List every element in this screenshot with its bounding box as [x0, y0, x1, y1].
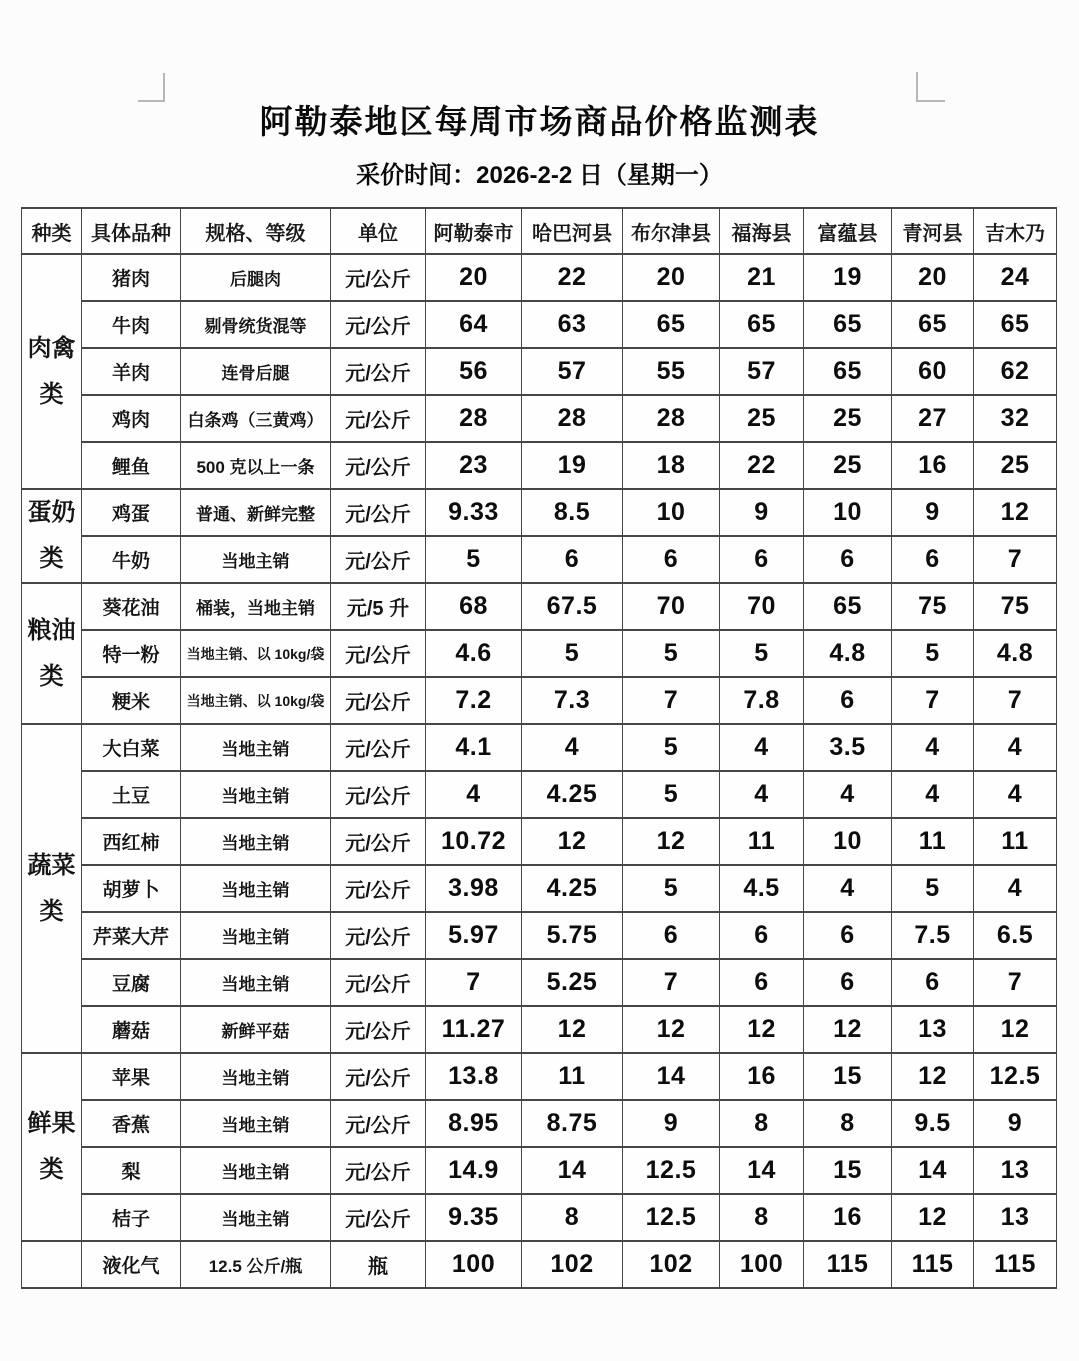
item-name-cell: 鸡肉 [82, 395, 181, 442]
item-name-cell: 牛肉 [82, 301, 181, 348]
price-cell: 16 [804, 1194, 892, 1241]
price-cell: 4.1 [426, 724, 522, 771]
item-name-cell: 梨 [82, 1147, 181, 1194]
price-cell: 7.3 [522, 677, 623, 724]
column-header: 布尔津县 [623, 208, 720, 254]
price-cell: 4 [892, 771, 974, 818]
item-name-cell: 蘑菇 [82, 1006, 181, 1053]
price-cell: 65 [623, 301, 720, 348]
price-cell: 24 [974, 254, 1057, 301]
price-cell: 12 [974, 1006, 1057, 1053]
price-cell: 12.5 [974, 1053, 1057, 1100]
price-cell: 4.8 [804, 630, 892, 677]
price-cell: 62 [974, 348, 1057, 395]
price-cell: 14 [623, 1053, 720, 1100]
price-cell: 6 [720, 912, 804, 959]
price-cell: 12 [720, 1006, 804, 1053]
item-name-cell: 葵花油 [82, 583, 181, 630]
table-row [22, 442, 1057, 489]
price-cell: 7 [892, 677, 974, 724]
price-cell: 12 [892, 1053, 974, 1100]
unit-cell: 元/公斤 [331, 442, 426, 489]
price-cell: 32 [974, 395, 1057, 442]
price-cell: 3.5 [804, 724, 892, 771]
price-cell: 7 [426, 959, 522, 1006]
price-cell: 25 [804, 442, 892, 489]
price-cell: 8 [720, 1100, 804, 1147]
price-cell: 8.75 [522, 1100, 623, 1147]
item-name-cell: 胡萝卜 [82, 865, 181, 912]
unit-cell: 元/公斤 [331, 1053, 426, 1100]
column-header: 青河县 [892, 208, 974, 254]
price-cell: 25 [720, 395, 804, 442]
price-cell: 7.2 [426, 677, 522, 724]
price-cell: 4.25 [522, 771, 623, 818]
price-table-body [22, 254, 1057, 1288]
price-cell: 115 [804, 1241, 892, 1288]
price-cell: 12 [623, 1006, 720, 1053]
table-row [22, 959, 1057, 1006]
category-cell: 粮油类 [22, 583, 82, 724]
item-name-cell: 西红柿 [82, 818, 181, 865]
price-cell: 7 [974, 959, 1057, 1006]
table-row [22, 630, 1057, 677]
table-row [22, 912, 1057, 959]
price-cell: 7.5 [892, 912, 974, 959]
unit-cell: 元/公斤 [331, 818, 426, 865]
unit-cell: 元/公斤 [331, 1147, 426, 1194]
table-row [22, 254, 1057, 301]
column-header: 规格、等级 [181, 208, 331, 254]
spec-cell: 当地主销 [181, 959, 331, 1006]
price-cell: 4 [426, 771, 522, 818]
price-cell: 8 [720, 1194, 804, 1241]
unit-cell: 元/公斤 [331, 912, 426, 959]
price-cell: 65 [974, 301, 1057, 348]
category-cell: 蛋奶类 [22, 489, 82, 583]
price-cell: 18 [623, 442, 720, 489]
item-name-cell: 粳米 [82, 677, 181, 724]
price-cell: 5 [426, 536, 522, 583]
price-cell: 5 [892, 865, 974, 912]
category-cell: 肉禽类 [22, 254, 82, 489]
spec-cell: 当地主销 [181, 771, 331, 818]
price-cell: 65 [892, 301, 974, 348]
price-cell: 16 [720, 1053, 804, 1100]
price-cell: 63 [522, 301, 623, 348]
column-header: 具体品种 [82, 208, 181, 254]
price-cell: 11 [720, 818, 804, 865]
unit-cell: 元/公斤 [331, 395, 426, 442]
unit-cell: 元/公斤 [331, 489, 426, 536]
price-cell: 15 [804, 1053, 892, 1100]
price-cell: 4 [720, 771, 804, 818]
price-cell: 9.5 [892, 1100, 974, 1147]
price-cell: 14 [522, 1147, 623, 1194]
price-cell: 7 [974, 536, 1057, 583]
price-cell: 11 [974, 818, 1057, 865]
price-cell: 4 [804, 771, 892, 818]
price-cell: 4.8 [974, 630, 1057, 677]
price-cell: 60 [892, 348, 974, 395]
price-cell: 5.97 [426, 912, 522, 959]
unit-cell: 元/公斤 [331, 301, 426, 348]
spec-cell: 白条鸡（三黄鸡） [181, 395, 331, 442]
price-cell: 4 [804, 865, 892, 912]
price-cell: 22 [522, 254, 623, 301]
price-cell: 4.6 [426, 630, 522, 677]
price-cell: 115 [974, 1241, 1057, 1288]
unit-cell: 元/公斤 [331, 1194, 426, 1241]
spec-cell: 当地主销 [181, 818, 331, 865]
table-row [22, 865, 1057, 912]
price-cell: 16 [892, 442, 974, 489]
unit-cell: 元/公斤 [331, 348, 426, 395]
item-name-cell: 液化气 [82, 1241, 181, 1288]
price-cell: 8.5 [522, 489, 623, 536]
table-row [22, 536, 1057, 583]
price-cell: 28 [522, 395, 623, 442]
unit-cell: 元/公斤 [331, 1100, 426, 1147]
item-name-cell: 鸡蛋 [82, 489, 181, 536]
item-name-cell: 土豆 [82, 771, 181, 818]
price-cell: 70 [623, 583, 720, 630]
price-cell: 8 [804, 1100, 892, 1147]
unit-cell: 元/公斤 [331, 771, 426, 818]
price-cell: 5 [522, 630, 623, 677]
price-cell: 9.35 [426, 1194, 522, 1241]
table-row [22, 818, 1057, 865]
spec-cell: 当地主销 [181, 1194, 331, 1241]
price-cell: 19 [804, 254, 892, 301]
column-header: 单位 [331, 208, 426, 254]
price-cell: 9 [892, 489, 974, 536]
spec-cell: 当地主销 [181, 536, 331, 583]
category-cell: 鲜果类 [22, 1053, 82, 1241]
price-cell: 25 [974, 442, 1057, 489]
unit-cell: 元/公斤 [331, 254, 426, 301]
price-cell: 6 [623, 912, 720, 959]
spec-cell: 桶装，当地主销 [181, 583, 331, 630]
price-cell: 13 [974, 1194, 1057, 1241]
table-row [22, 489, 1057, 536]
price-cell: 5 [623, 630, 720, 677]
spec-cell: 新鲜平菇 [181, 1006, 331, 1053]
price-cell: 57 [522, 348, 623, 395]
item-name-cell: 桔子 [82, 1194, 181, 1241]
price-cell: 20 [426, 254, 522, 301]
item-name-cell: 豆腐 [82, 959, 181, 1006]
price-cell: 12 [623, 818, 720, 865]
spec-cell: 当地主销 [181, 1100, 331, 1147]
price-cell: 57 [720, 348, 804, 395]
table-row [22, 1147, 1057, 1194]
price-cell: 4.25 [522, 865, 623, 912]
price-cell: 100 [426, 1241, 522, 1288]
unit-cell: 元/公斤 [331, 865, 426, 912]
spec-cell: 普通、新鲜完整 [181, 489, 331, 536]
price-cell: 11 [522, 1053, 623, 1100]
unit-cell: 元/公斤 [331, 959, 426, 1006]
price-cell: 102 [522, 1241, 623, 1288]
table-row [22, 771, 1057, 818]
crop-mark-left-icon [138, 73, 165, 102]
price-cell: 6 [804, 959, 892, 1006]
price-cell: 56 [426, 348, 522, 395]
price-cell: 8.95 [426, 1100, 522, 1147]
price-cell: 65 [804, 583, 892, 630]
price-cell: 7 [623, 677, 720, 724]
spec-cell: 当地主销 [181, 912, 331, 959]
price-cell: 27 [892, 395, 974, 442]
unit-cell: 元/公斤 [331, 536, 426, 583]
price-cell: 4.5 [720, 865, 804, 912]
price-cell: 5 [720, 630, 804, 677]
table-row [22, 677, 1057, 724]
price-cell: 75 [892, 583, 974, 630]
price-cell: 12 [974, 489, 1057, 536]
item-name-cell: 羊肉 [82, 348, 181, 395]
table-row [22, 1241, 1057, 1288]
unit-cell: 元/公斤 [331, 724, 426, 771]
price-cell: 12 [804, 1006, 892, 1053]
category-cell: 蔬菜类 [22, 724, 82, 1053]
price-cell: 9 [974, 1100, 1057, 1147]
price-table [21, 207, 1057, 1289]
price-cell: 6 [892, 959, 974, 1006]
price-cell: 6 [623, 536, 720, 583]
spec-cell: 剔骨统货混等 [181, 301, 331, 348]
price-cell: 10.72 [426, 818, 522, 865]
price-cell: 65 [720, 301, 804, 348]
price-cell: 4 [974, 724, 1057, 771]
spec-cell: 连骨后腿 [181, 348, 331, 395]
price-cell: 6 [892, 536, 974, 583]
price-cell: 4 [892, 724, 974, 771]
price-cell: 64 [426, 301, 522, 348]
table-row [22, 395, 1057, 442]
price-cell: 12.5 [623, 1194, 720, 1241]
item-name-cell: 香蕉 [82, 1100, 181, 1147]
item-name-cell: 特一粉 [82, 630, 181, 677]
spec-cell: 当地主销、以 10kg/袋 [181, 630, 331, 677]
unit-cell: 元/5 升 [331, 583, 426, 630]
price-cell: 5 [623, 865, 720, 912]
price-cell: 14 [720, 1147, 804, 1194]
crop-mark-right-icon [916, 72, 945, 102]
price-cell: 9.33 [426, 489, 522, 536]
price-cell: 10 [804, 489, 892, 536]
price-cell: 8 [522, 1194, 623, 1241]
price-cell: 21 [720, 254, 804, 301]
price-cell: 75 [974, 583, 1057, 630]
price-cell: 7 [974, 677, 1057, 724]
page-title: 阿勒泰地区每周市场商品价格监测表 [259, 103, 820, 140]
spec-cell: 当地主销 [181, 1053, 331, 1100]
category-cell [22, 1241, 82, 1288]
price-cell: 20 [623, 254, 720, 301]
price-cell: 25 [804, 395, 892, 442]
price-cell: 6 [804, 677, 892, 724]
price-cell: 6 [720, 959, 804, 1006]
price-cell: 5.75 [522, 912, 623, 959]
price-cell: 5 [623, 771, 720, 818]
table-row [22, 1053, 1057, 1100]
spec-cell: 500 克以上一条 [181, 442, 331, 489]
spec-cell: 12.5 公斤/瓶 [181, 1241, 331, 1288]
table-row [22, 348, 1057, 395]
column-header: 阿勒泰市 [426, 208, 522, 254]
price-cell: 5 [892, 630, 974, 677]
price-cell: 3.98 [426, 865, 522, 912]
column-header: 种类 [22, 208, 82, 254]
price-cell: 6 [804, 536, 892, 583]
price-cell: 4 [974, 771, 1057, 818]
price-cell: 28 [426, 395, 522, 442]
item-name-cell: 牛奶 [82, 536, 181, 583]
price-cell: 6 [720, 536, 804, 583]
price-cell: 6.5 [974, 912, 1057, 959]
price-cell: 22 [720, 442, 804, 489]
price-cell: 13 [974, 1147, 1057, 1194]
spec-cell: 当地主销 [181, 1147, 331, 1194]
table-row [22, 1100, 1057, 1147]
item-name-cell: 苹果 [82, 1053, 181, 1100]
price-cell: 23 [426, 442, 522, 489]
price-cell: 9 [720, 489, 804, 536]
price-cell: 14.9 [426, 1147, 522, 1194]
price-cell: 100 [720, 1241, 804, 1288]
price-cell: 55 [623, 348, 720, 395]
column-header: 福海县 [720, 208, 804, 254]
table-row [22, 724, 1057, 771]
price-cell: 12 [522, 1006, 623, 1053]
unit-cell: 瓶 [331, 1241, 426, 1288]
price-cell: 5.25 [522, 959, 623, 1006]
price-cell: 12 [892, 1194, 974, 1241]
page-subtitle: 采价时间：2026-2-2 日（星期一） [356, 162, 723, 189]
price-cell: 4 [720, 724, 804, 771]
unit-cell: 元/公斤 [331, 677, 426, 724]
price-cell: 4 [974, 865, 1057, 912]
table-row [22, 1006, 1057, 1053]
item-name-cell: 鲤鱼 [82, 442, 181, 489]
price-cell: 28 [623, 395, 720, 442]
item-name-cell: 大白菜 [82, 724, 181, 771]
price-cell: 13.8 [426, 1053, 522, 1100]
unit-cell: 元/公斤 [331, 630, 426, 677]
price-cell: 12 [522, 818, 623, 865]
spec-cell: 当地主销 [181, 724, 331, 771]
price-cell: 19 [522, 442, 623, 489]
item-name-cell: 猪肉 [82, 254, 181, 301]
table-row [22, 583, 1057, 630]
price-cell: 14 [892, 1147, 974, 1194]
price-cell: 20 [892, 254, 974, 301]
price-cell: 65 [804, 348, 892, 395]
price-cell: 4 [522, 724, 623, 771]
price-cell: 15 [804, 1147, 892, 1194]
price-cell: 13 [892, 1006, 974, 1053]
table-row [22, 301, 1057, 348]
price-cell: 11 [892, 818, 974, 865]
price-cell: 70 [720, 583, 804, 630]
price-cell: 9 [623, 1100, 720, 1147]
unit-cell: 元/公斤 [331, 1006, 426, 1053]
column-header: 吉木乃 [974, 208, 1057, 254]
price-cell: 65 [804, 301, 892, 348]
column-header: 哈巴河县 [522, 208, 623, 254]
price-cell: 11.27 [426, 1006, 522, 1053]
price-cell: 6 [522, 536, 623, 583]
price-cell: 10 [623, 489, 720, 536]
header-row [22, 208, 1057, 254]
column-header: 富蕴县 [804, 208, 892, 254]
price-cell: 115 [892, 1241, 974, 1288]
price-cell: 67.5 [522, 583, 623, 630]
spec-cell: 当地主销、以 10kg/袋 [181, 677, 331, 724]
price-cell: 68 [426, 583, 522, 630]
spec-cell: 当地主销 [181, 865, 331, 912]
table-row [22, 1194, 1057, 1241]
price-cell: 5 [623, 724, 720, 771]
spec-cell: 后腿肉 [181, 254, 331, 301]
price-cell: 12.5 [623, 1147, 720, 1194]
price-cell: 102 [623, 1241, 720, 1288]
price-cell: 6 [804, 912, 892, 959]
price-cell: 7 [623, 959, 720, 1006]
price-cell: 7.8 [720, 677, 804, 724]
item-name-cell: 芹菜大芹 [82, 912, 181, 959]
price-cell: 10 [804, 818, 892, 865]
